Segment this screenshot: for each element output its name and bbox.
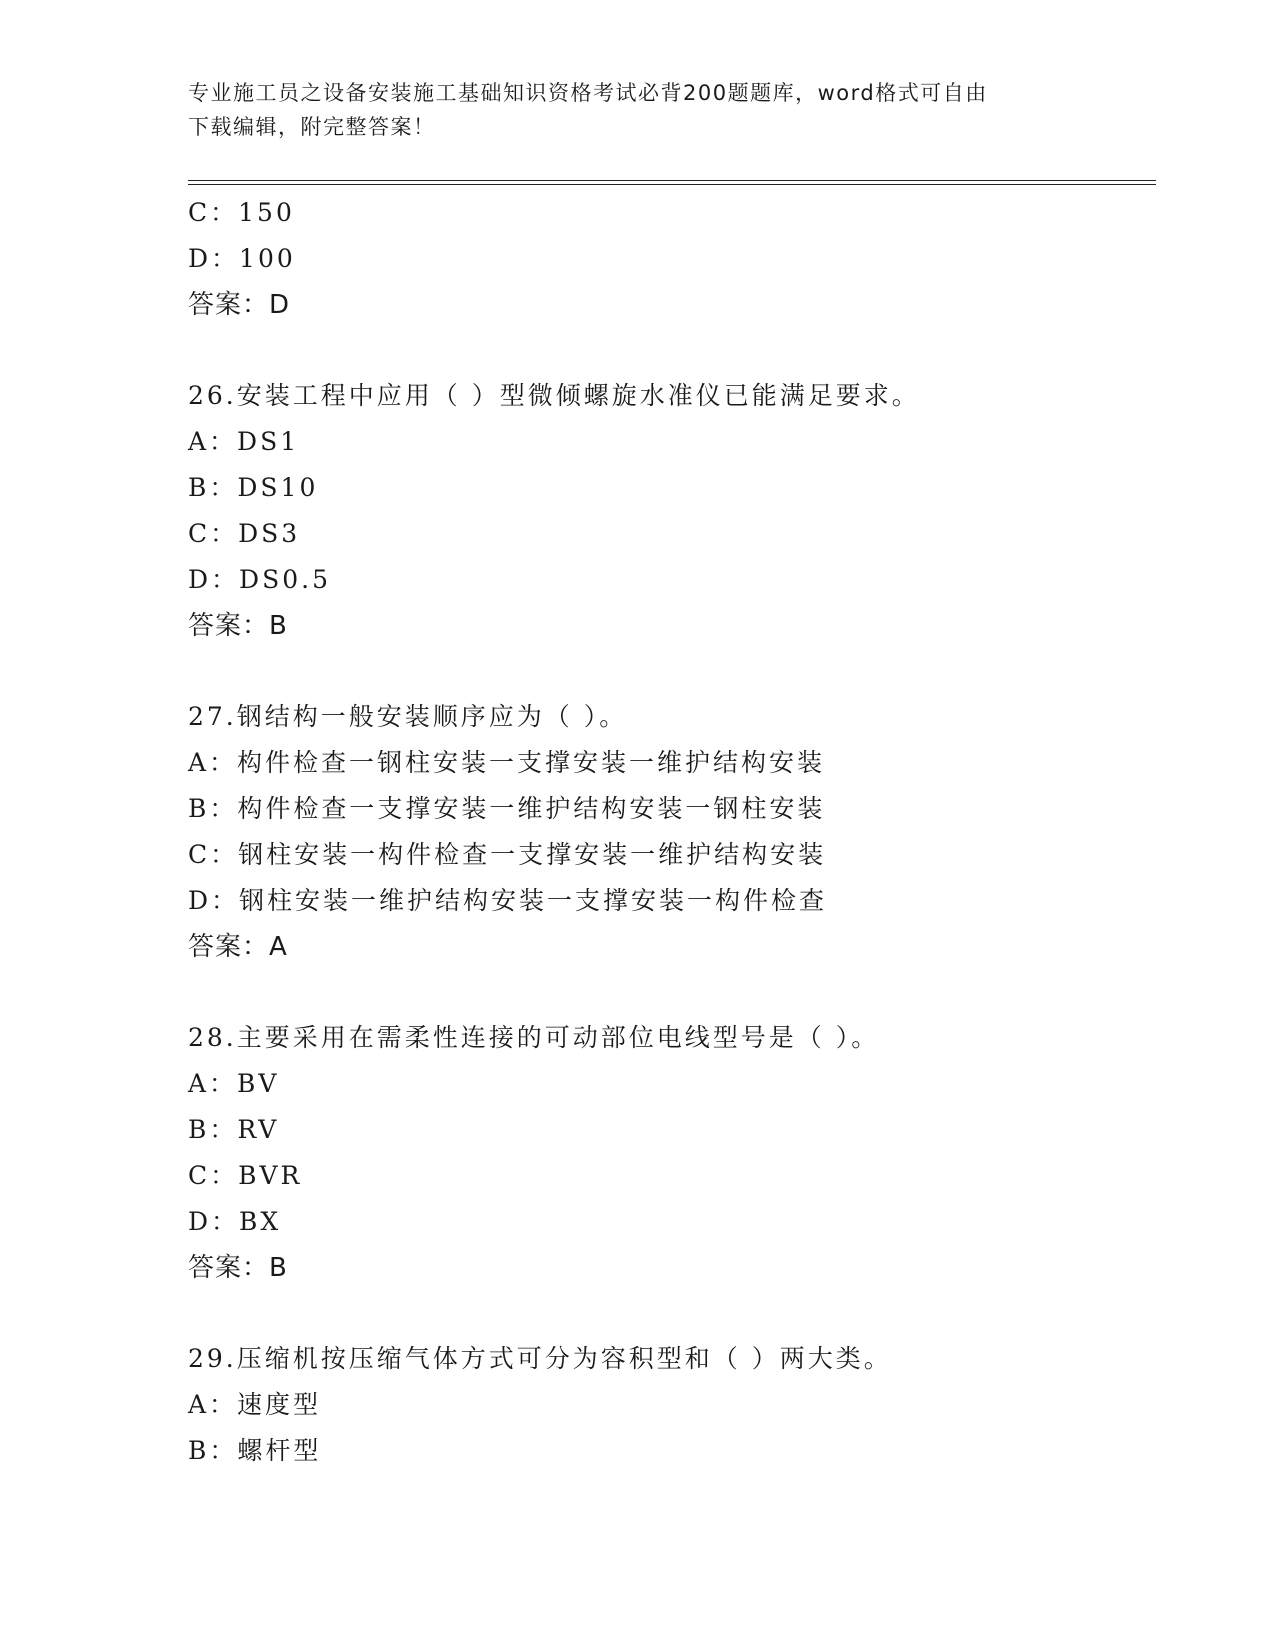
question-text: 27.钢结构一般安装顺序应为（ ）。 [188, 702, 628, 731]
spacer [188, 649, 1168, 694]
option-a: A：速度型 [188, 1390, 322, 1419]
option-c: C：BVR [188, 1161, 303, 1190]
question-text: 29.压缩机按压缩气体方式可分为容积型和（ ）两大类。 [188, 1344, 892, 1373]
spacer [188, 328, 1168, 373]
option-b: B：螺杆型 [188, 1436, 322, 1465]
option-c: C：钢柱安装一构件检查一支撑安装一维护结构安装 [188, 840, 827, 869]
question-28-block [188, 1015, 1168, 1291]
document-header [188, 76, 1068, 144]
option-b: B：构件检查一支撑安装一维护结构安装一钢柱安装 [188, 794, 826, 823]
option-a: A：BV [188, 1069, 280, 1098]
question-text: 26.安装工程中应用（ ）型微倾螺旋水准仪已能满足要求。 [188, 381, 920, 410]
spacer [188, 1291, 1168, 1336]
question-25-block [188, 190, 1168, 328]
answer-line: 答案：B [188, 611, 288, 641]
answer-line: 答案：B [188, 1253, 288, 1283]
question-27-block [188, 694, 1168, 970]
answer-line: 答案：A [188, 932, 288, 962]
header-title-line-1: 专业施工员之设备安装施工基础知识资格考试必背200题题库，word格式可自由 [188, 81, 988, 105]
header-divider-top [188, 180, 1156, 181]
option-a: A：构件检查一钢柱安装一支撑安装一维护结构安装 [188, 748, 826, 777]
option-d: D：100 [188, 244, 296, 273]
header-divider-bottom [188, 184, 1156, 185]
option-b: B：DS10 [188, 473, 319, 502]
option-b: B：RV [188, 1115, 280, 1144]
spacer [188, 970, 1168, 1015]
option-c: C：150 [188, 198, 295, 227]
option-c: C：DS3 [188, 519, 301, 548]
question-29-block [188, 1336, 1168, 1474]
question-text: 28.主要采用在需柔性连接的可动部位电线型号是（ ）。 [188, 1023, 880, 1052]
option-d: D：BX [188, 1207, 282, 1236]
answer-line: 答案：D [188, 290, 291, 320]
option-d: D：钢柱安装一维护结构安装一支撑安装一构件检查 [188, 886, 828, 915]
header-title-line-2: 下载编辑，附完整答案！ [188, 115, 436, 139]
option-a: A：DS1 [188, 427, 300, 456]
question-26-block [188, 373, 1168, 649]
question-list [188, 190, 1168, 1474]
option-d: D：DS0.5 [188, 565, 331, 594]
